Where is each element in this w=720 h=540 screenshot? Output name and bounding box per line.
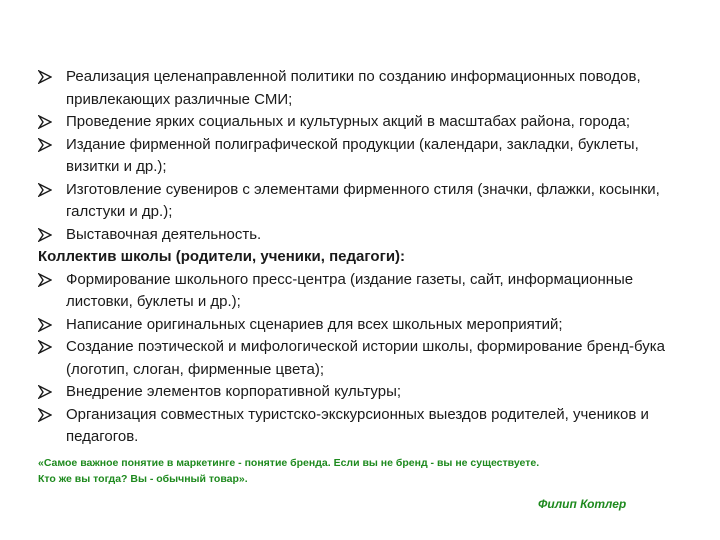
quote-line: Кто же вы тогда? Вы - обычный товар».	[38, 472, 248, 485]
list-item	[38, 269, 688, 314]
list-item	[38, 66, 688, 111]
arrow-bullet-icon	[38, 318, 52, 332]
arrow-bullet-icon	[38, 408, 52, 422]
list-item-text: Выставочная деятельность.	[66, 225, 262, 243]
list-item-text: Реализация целенаправленной политики по созданию информационных поводов, привлекающих различные СМИ;	[66, 68, 641, 108]
slide-content	[38, 66, 688, 487]
list-item-text: Создание поэтической и мифологической истории школы, формирование бренд-бука (логотип, слоган, фирменные цвета);	[66, 338, 665, 378]
list-item	[38, 314, 688, 337]
list-item-text: Написание оригинальных сценариев для всех школьных мероприятий;	[66, 315, 563, 333]
quote-author: Филип Котлер	[538, 497, 627, 511]
arrow-bullet-icon	[38, 228, 52, 242]
quote	[38, 455, 688, 487]
list-item-text: Организация совместных туристско-экскурсионных выездов родителей, учеников и педагогов.	[66, 405, 649, 445]
list-item-text: Проведение ярких социальных и культурных акций в масштабах района, города;	[66, 113, 631, 130]
list-item-text: Формирование школьного пресс-центра (издание газеты, сайт, информационные листовки, буклеты и др.);	[66, 270, 634, 310]
list-item	[38, 224, 688, 247]
list-item	[38, 111, 688, 134]
list-item-text: Издание фирменной полиграфической продукции (календари, закладки, буклеты, визитки и др.);	[66, 135, 639, 175]
list-item	[38, 381, 688, 404]
arrow-bullet-icon	[38, 273, 52, 287]
arrow-bullet-icon	[38, 183, 52, 197]
quote-line: «Самое важное понятие в маркетинге - понятие бренда. Если вы не бренд - вы не существуете.	[38, 456, 540, 469]
arrow-bullet-icon	[38, 115, 52, 129]
list-item	[38, 134, 688, 179]
arrow-bullet-icon	[38, 138, 52, 152]
arrow-bullet-icon	[38, 340, 52, 354]
list-item-text: Внедрение элементов корпоративной культуры;	[66, 383, 402, 400]
section-heading: Коллектив школы (родители, ученики, педагоги):	[38, 248, 406, 265]
arrow-bullet-icon	[38, 385, 52, 399]
list-item-text: Изготовление сувениров с элементами фирменного стиля (значки, флажки, косынки, галстуки и др.);	[66, 180, 660, 220]
list-item	[38, 404, 688, 449]
arrow-bullet-icon	[38, 70, 52, 84]
list-item	[38, 336, 688, 381]
list-item	[38, 179, 688, 224]
